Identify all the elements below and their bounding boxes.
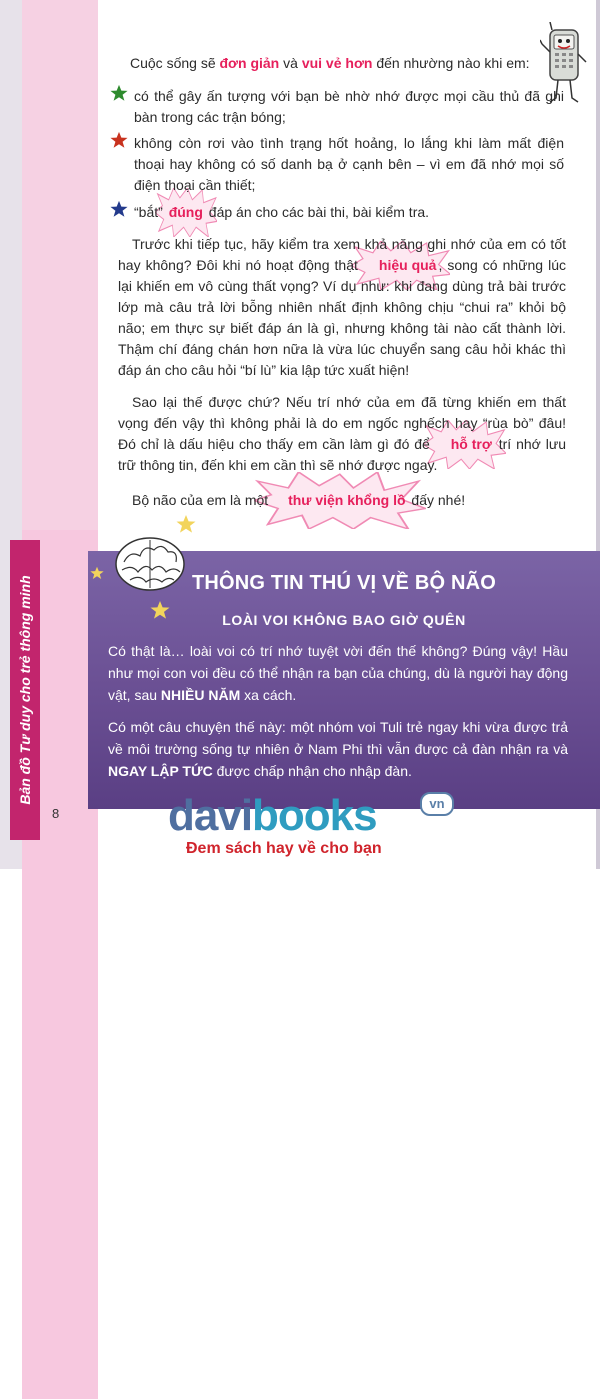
star-icon xyxy=(110,131,128,149)
highlight-don-gian: đơn giản xyxy=(219,55,280,71)
page-number: 8 xyxy=(52,806,60,821)
star-icon xyxy=(110,84,128,102)
intro-line: Cuộc sống sẽ đơn giản và vui vẻ hơn đến nhường nào khi em: xyxy=(130,55,530,71)
highlight-hieu-qua: hiệu quả xyxy=(363,255,439,276)
logo-vn-badge: vn xyxy=(420,792,454,816)
paragraph-why: Sao lại thế được chứ? Nếu trí nhớ của em đã từng khiến em thất vọng đến vậy thì không phải là do em ngốc nghếch hay “rùa bò” đâu! Đó chỉ là dấu hiệu cho thấy em cần làm gì đó để hỗ trợ trí nhớ lưu trữ thông tin, đến khi em cần thì sẽ nhớ được ngay. xyxy=(118,394,566,473)
highlight-dung: đúng xyxy=(167,202,205,223)
highlight-thu-vien: thư viện khổng lồ xyxy=(272,490,407,511)
fun-fact-paragraph-2: Có một câu chuyện thế này: một nhóm voi Tuli trẻ ngay khi vừa được trả về môi trường sống tự nhiên ở Nam Phi thì vẫn được cả đàn nhận ra và NGAY LẬP TỨC được chấp nhận cho nhập đàn. xyxy=(108,719,568,779)
fun-fact-subtitle: LOÀI VOI KHÔNG BAO GIỜ QUÊN xyxy=(222,612,466,628)
star-icon xyxy=(110,200,128,218)
highlight-vui-ve-hon: vui vẻ hơn xyxy=(301,55,373,71)
bullet-1: có thể gây ấn tượng với bạn bè nhờ nhớ được mọi cầu thủ đã ghi bàn trong các trận bóng; xyxy=(134,88,564,125)
paragraph-library: Bộ não của em là một thư viện khổng lồ đấy nhé! xyxy=(118,490,566,511)
fun-fact-title: THÔNG TIN THÚ VỊ VỀ BỘ NÃO xyxy=(191,572,497,594)
logo-slogan: Đem sách hay về cho bạn xyxy=(186,840,382,857)
highlight-ho-tro: hỗ trợ xyxy=(435,434,494,455)
spine-title: Bản đồ Tư duy cho trẻ thông minh xyxy=(17,575,33,805)
bullet-3: “bắt” đúng đáp án cho các bài thi, bài kiểm tra. xyxy=(134,202,564,223)
davibooks-logo: davibooks xyxy=(168,791,377,840)
bullet-2: không còn rơi vào tình trạng hốt hoảng, lo lắng khi làm mất điện thoại hay không có số danh bạ ở cạnh bên – vì em đã nhớ mọi số điện thoại cần thiết; xyxy=(134,135,564,193)
star-icon xyxy=(176,514,196,534)
paragraph-memory-check: Trước khi tiếp tục, hãy kiểm tra xem khả năng ghi nhớ của em có tốt hay không? Đôi khi nó hoạt động thật hiệu quả , song có những lúc lại khiến em vô cùng thất vọng? Ví dụ như: khi đang dùng trả bài trước lớp mà câu trả lời bỗng nhiên nhất định không chịu “chui ra” khỏi bộ não; em thực sự biết đáp án là gì, nhưng không tài nào cất thành lời. Thậm chí đáng chán hơn nữa là vừa lúc chuyển sang câu hỏi khác thì đáp án cho câu hỏi “bí lù” kia lập tức xuất hiện! xyxy=(118,236,567,378)
fun-fact-paragraph-1: Có thật là… loài voi có trí nhớ tuyệt vời đến thế không? Đúng vậy! Hầu như mọi con voi đều có thể nhận ra bạn của chúng, dù là người hay động vật, sau NHIỀU NĂM xa cách. xyxy=(108,643,568,703)
